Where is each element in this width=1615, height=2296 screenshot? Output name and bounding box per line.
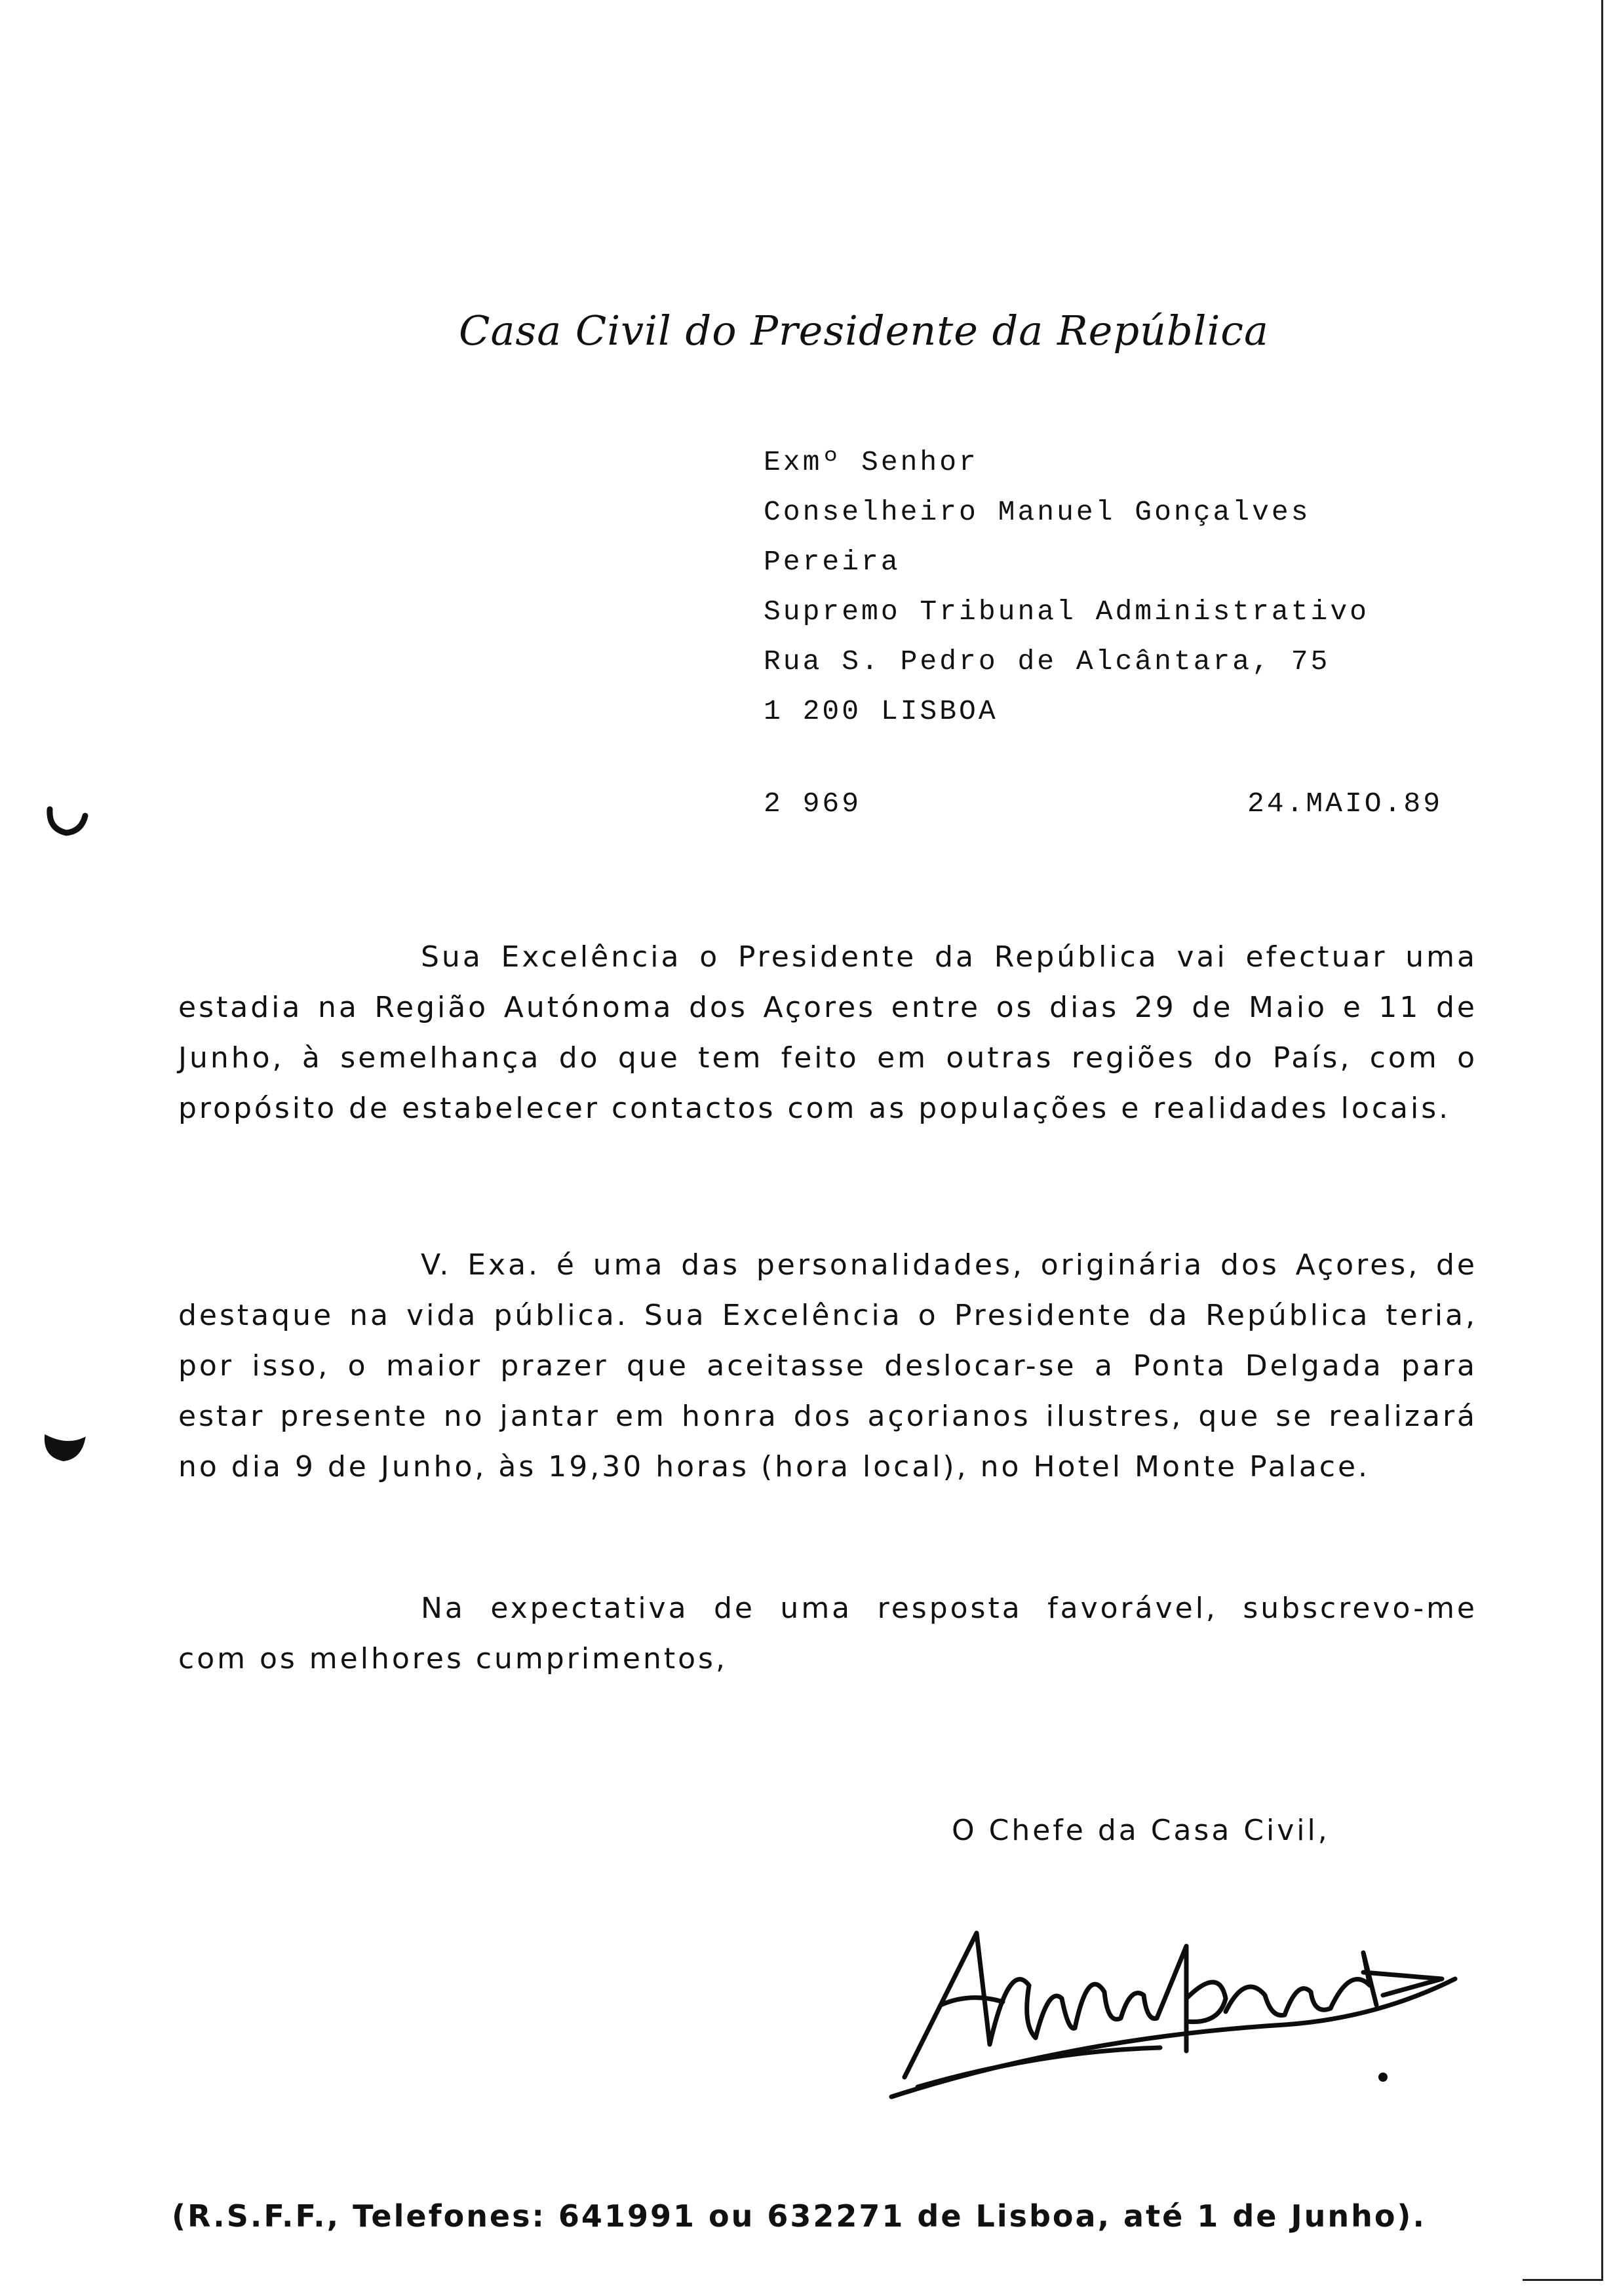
punch-hole-mark-bottom xyxy=(41,1422,87,1468)
recipient-city: 1 200 LISBOA xyxy=(764,695,998,727)
closing-title: O Chefe da Casa Civil, xyxy=(952,1814,1330,1847)
body-paragraph-3: Na expectativa de uma resposta favorável, subscrevo-me com os melhores cumprimentos, xyxy=(178,1592,1477,1675)
body-paragraph-2: V. Exa. é uma das personalidades, originária dos Açores, de destaque na vida pública. Sua Excelência o Presidente da República teria, por isso, o maior prazer que aceitasse deslocar-se a Ponta Delgada para estar presente no jantar em honra dos açorianos ilustres, que se realizará no dia 9 de Junho, às 19,30 horas (hora local), no Hotel Monte Palace. xyxy=(178,1248,1477,1483)
body-paragraph-1: Sua Excelência o Presidente da República vai efectuar uma estadia na Região Autónoma dos Açores entre os dias 29 de Maio e 11 de Junho, à semelhança do que tem feito em outras regiões do País, com o propósito de estabelecer contactos com as populações e realidades locais. xyxy=(178,940,1477,1125)
recipient-name: Conselheiro Manuel Gonçalves xyxy=(764,496,1311,528)
letterhead: Casa Civil do Presidente da República xyxy=(459,307,1269,354)
recipient-salutation: Exmº Senhor xyxy=(764,446,979,478)
punch-hole-mark-top xyxy=(43,796,89,842)
recipient-street: Rua S. Pedro de Alcântara, 75 xyxy=(764,645,1331,678)
page-edge-line xyxy=(1601,0,1603,2241)
recipient-institution: Supremo Tribunal Administrativo xyxy=(764,596,1369,628)
letter-date: 24.MAIO.89 xyxy=(1247,788,1443,820)
page-edge-corner xyxy=(1523,2240,1603,2281)
reference-number: 2 969 xyxy=(764,788,862,820)
reference-row xyxy=(764,788,1443,820)
recipient-address-block xyxy=(764,438,1369,737)
recipient-name-continued: Pereira xyxy=(764,546,901,578)
handwritten-signature xyxy=(878,1887,1468,2103)
footer-rsvp-note: (R.S.F.F., Telefones: 641991 ou 632271 de Lisboa, até 1 de Junho). xyxy=(172,2198,1426,2234)
